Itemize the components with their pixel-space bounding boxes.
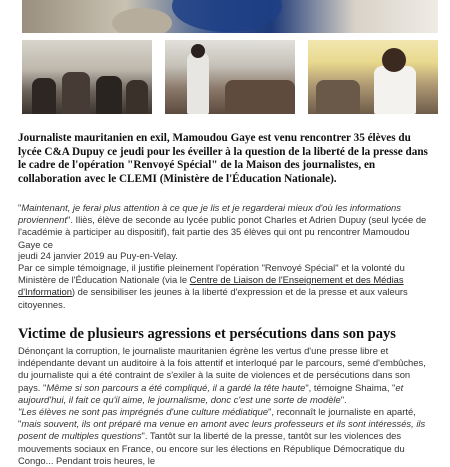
student-quote: Maintenant, je ferai plus attention à ce que je lis et je regarderai mieux d'où les informations proviennent <box>18 202 401 226</box>
journalist-quote: "Les élèves ne sont pas imprégnés d'une culture médiatique <box>18 406 269 418</box>
photo-gallery <box>22 40 438 114</box>
journalist-quote: mais souvent, ils ont préparé ma venue en amont avec leurs professeurs et ils sont intéressés, ils posent de multiples questions <box>18 418 426 442</box>
context-text-before: Par ce simple témoignage, il justifie pleinement l'opération "Renvoyé Spécial" et la volonté du Ministère de l'Éducation Nationale (via le <box>18 262 405 286</box>
hero-photo-shape <box>112 8 172 33</box>
intro-paragraph <box>18 202 432 251</box>
student-quote: Même si son parcours a été compliqué, il a gardé la tête haute <box>46 381 306 393</box>
article-lead: Journaliste mauritanien en exil, Mamoudou Gaye est venu rencontrer 35 élèves du lycée C&A Dupuy ce jeudi pour les éveiller à la question de la liberté de la presse dans le cadre de l'opération "Renvoyé Spécial" de la Maison des journalistes, en collaboration avec le CLEMI (Ministère de l'Éducation Nationale). <box>18 132 428 185</box>
section-heading: Victime de plusieurs agressions et persécutions dans son pays <box>18 326 396 342</box>
hero-photo <box>22 0 438 33</box>
body-text: ", reconnaît le journaliste en aparté, " <box>18 406 416 430</box>
body-text: Dénonçant la corruption, le journaliste mauritanien égrène les vertus d'une presse libre et indépendante devant un auditoire à la fois attentif et interloqué par le parcours, semé d'embûches, du journaliste qui a été contraint de s'exiler à la suite de violences et de persécutions dans son pays. " <box>18 345 426 393</box>
context-text-after: ) de sensibiliser les jeunes à la liberté d'expression et de la presse et aux valeurs citoyennes. <box>18 286 408 310</box>
gallery-photo-speaker-portrait[interactable] <box>308 40 438 114</box>
gallery-photo-classroom-left[interactable] <box>22 40 152 114</box>
clemi-link[interactable]: Centre de Liaison de l'Enseignement et des Médias d'Information <box>18 274 404 298</box>
body-text: ". Tantôt sur la liberté de la presse, tantôt sur les violences des mouvements sociaux en France, ou encore sur les élections en République Démocratique du Congo... Pendant trois heures, le <box>18 430 405 466</box>
body-text: ". <box>340 393 347 405</box>
context-paragraph <box>18 262 432 311</box>
body-paragraph <box>18 345 432 467</box>
gallery-photo-speaker-standing[interactable] <box>165 40 295 114</box>
body-text: ", témoigne Shaima, " <box>305 381 396 393</box>
student-quote: et aujourd'hui, il fait ce qu'il aime, le journalisme, donc c'est une sorte de modèle <box>18 381 404 405</box>
event-date: jeudi 24 janvier 2019 au Puy-en-Velay. <box>18 250 178 261</box>
quote-open: " <box>18 202 22 213</box>
quote-attribution: ". Iliès, élève de seconde au lycée public ponot Charles et Adrien Dupuy (seul lycée de l'académie à participer au dispositif), fait partie des 35 élèves qui ont pu rencontrer Mamoudou Gaye ce <box>18 214 427 250</box>
hero-photo-shape <box>172 0 282 32</box>
